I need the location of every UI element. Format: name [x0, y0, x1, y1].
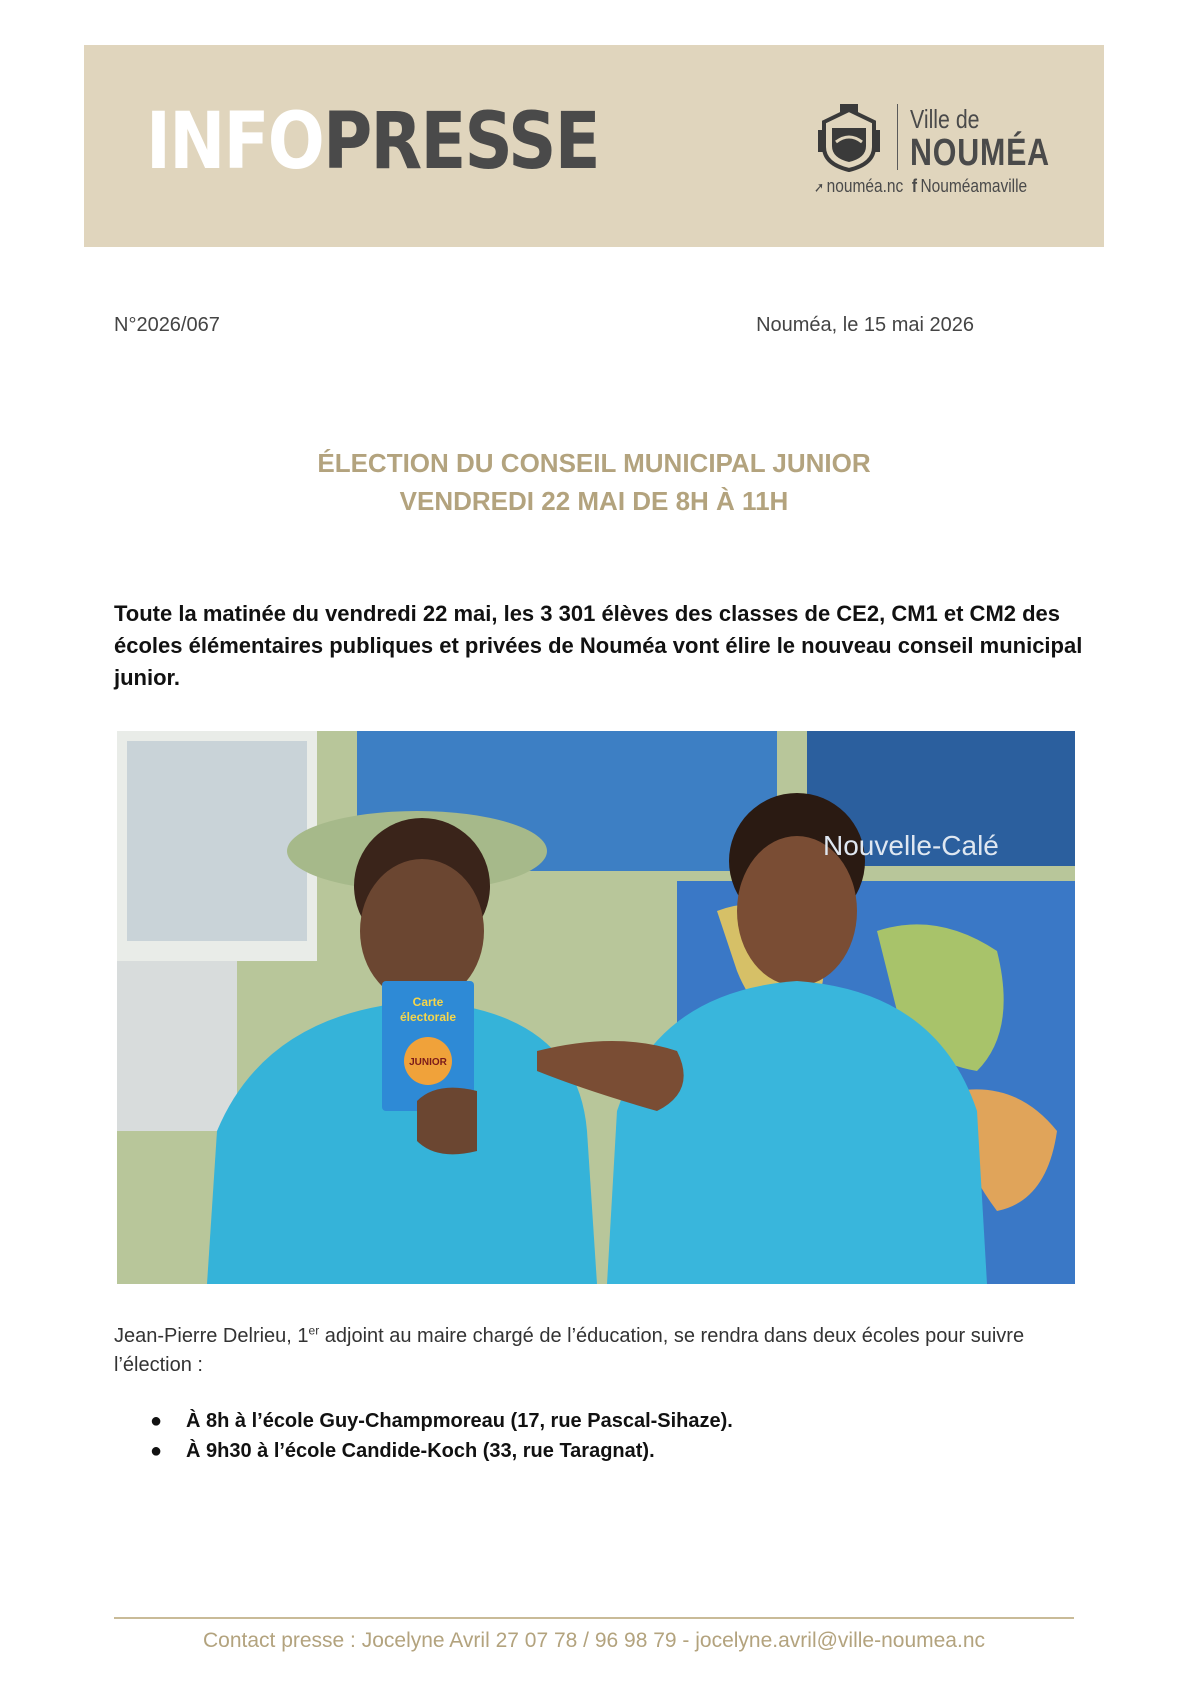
title-line-2: VENDREDI 22 MAI DE 8H À 11H — [399, 486, 789, 516]
logo-divider — [897, 104, 898, 170]
card-line-1: Carte — [412, 995, 444, 1009]
logo-city-small: Ville de — [910, 104, 980, 134]
facebook-icon: f — [911, 176, 918, 196]
body-paragraph — [114, 1322, 1089, 1380]
website-icon: ➚ — [814, 179, 825, 195]
schedule-list — [150, 1406, 733, 1466]
press-release-number: N°2026/067 — [114, 314, 220, 336]
bullet-icon: ● — [150, 1410, 163, 1432]
page-title — [114, 444, 1074, 520]
press-contact: Contact presse : Jocelyne Avril 27 07 78 / 96 98 79 - jocelyne.avril@ville-noumea.nc — [202, 1629, 985, 1652]
ville-de-noumea-logo — [814, 100, 1074, 200]
list-item-text: À 8h à l’école Guy-Champmoreau (17, rue Pascal-Sihaze). — [186, 1410, 733, 1432]
brand-presse-text: PRESSE — [323, 97, 599, 187]
brand-info-text: INFO — [146, 97, 324, 187]
list-item-text: À 9h30 à l’école Candide-Koch (33, rue Taragnat). — [186, 1440, 655, 1462]
info-presse-brand — [146, 97, 599, 187]
children-photo — [117, 731, 1075, 1284]
header-banner — [84, 45, 1104, 247]
card-line-2: électorale — [399, 1010, 457, 1024]
title-line-1: ÉLECTION DU CONSEIL MUNICIPAL JUNIOR — [317, 448, 871, 478]
city-crest-icon — [814, 102, 884, 172]
bullet-icon: ● — [150, 1440, 163, 1462]
logo-facebook: Nouméamaville — [920, 176, 1028, 196]
photo-illustration — [117, 731, 1075, 1284]
list-item — [150, 1436, 733, 1466]
map-text: Nouvelle-Calé — [823, 830, 999, 861]
lead-paragraph: Toute la matinée du vendredi 22 mai, les 3 301 élèves des classes de CE2, CM1 et CM2 des écoles élémentaires publiques et privées de Nouméa vont élire le nouveau conseil municipal junior. — [114, 601, 1083, 690]
footer-divider — [114, 1617, 1074, 1619]
body-part-2: adjoint au maire chargé de l’éducation, se rendra dans deux écoles pour suivre l’élection : — [114, 1325, 1025, 1376]
card-badge: JUNIOR — [409, 1057, 447, 1068]
logo-site: nouméa.nc — [826, 176, 904, 196]
list-item — [150, 1406, 733, 1436]
logo-links — [814, 176, 1027, 197]
body-part-1: Jean-Pierre Delrieu, 1 — [114, 1325, 309, 1347]
logo-city-big: NOUMÉA — [910, 132, 1050, 174]
date-line: Nouméa, le 15 mai 2026 — [756, 314, 974, 336]
body-superscript: er — [308, 1323, 320, 1338]
